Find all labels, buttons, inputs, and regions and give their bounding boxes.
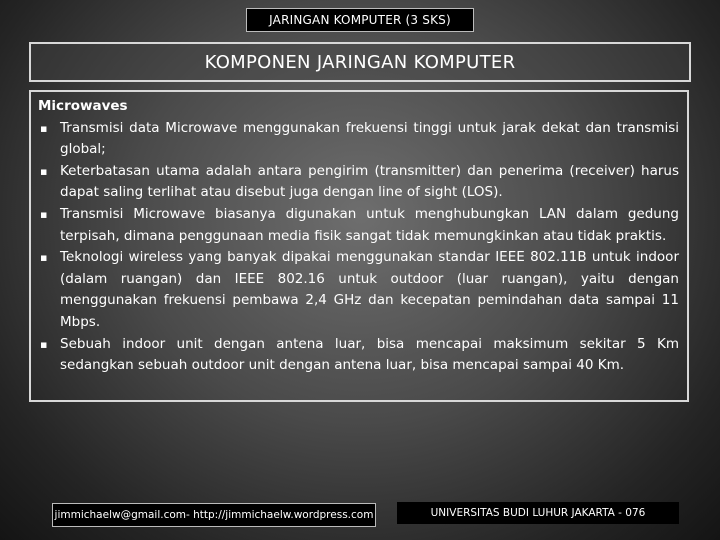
bullet-list	[38, 118, 679, 377]
slide-title-text: KOMPONEN JARINGAN KOMPUTER	[204, 51, 516, 73]
list-item-text: Sebuah indoor unit dengan antena luar, bisa mencapai maksimum sekitar 5 Km sedangkan sebuah outdoor unit dengan antena luar, bisa mencapai sampai 40 Km.	[60, 335, 679, 374]
footer-university-text: UNIVERSITAS BUDI LUHUR JAKARTA - 076	[430, 507, 646, 519]
bullet-icon: ▪	[40, 251, 48, 265]
list-item-text: Transmisi data Microwave menggunakan frekuensi tinggi untuk jarak dekat dan transmisi global;	[60, 119, 679, 158]
footer-contact-text: jimmichaelw@gmail.com- http://jimmichaelw.wordpress.com	[54, 509, 374, 521]
bullet-icon: ▪	[40, 164, 48, 178]
course-text: JARINGAN KOMPUTER (3 SKS)	[269, 13, 451, 27]
list-item	[38, 161, 679, 204]
section-heading: Microwaves	[38, 98, 128, 114]
list-item-text: Keterbatasan utama adalah antara pengirim (transmitter) dan penerima (receiver) harus dapat saling terlihat atau disebut juga dengan line of sight (LOS).	[60, 162, 679, 201]
list-item-text: Transmisi Microwave biasanya digunakan untuk menghubungkan LAN dalam gedung terpisah, dimana penggunaan media fisik sangat tidak memungkinkan atau tidak praktis.	[60, 205, 679, 244]
content-panel	[29, 90, 689, 402]
footer-university	[397, 502, 679, 524]
list-item	[38, 118, 679, 161]
list-item	[38, 334, 679, 377]
bullet-icon: ▪	[40, 121, 48, 135]
slide-title	[29, 42, 691, 82]
list-item	[38, 247, 679, 333]
bullet-icon: ▪	[40, 337, 48, 351]
course-label	[246, 8, 474, 32]
bullet-icon: ▪	[40, 207, 48, 221]
list-item-text: Teknologi wireless yang banyak dipakai menggunakan standar IEEE 802.11B untuk indoor (dalam ruangan) dan IEEE 802.16 untuk outdoor (luar ruangan), yaitu dengan menggunakan frekuensi pembawa 2,4 GHz dan kecepatan pemindahan data sampai 11 Mbps.	[60, 249, 679, 330]
list-item	[38, 204, 679, 247]
footer-contact	[52, 503, 376, 527]
